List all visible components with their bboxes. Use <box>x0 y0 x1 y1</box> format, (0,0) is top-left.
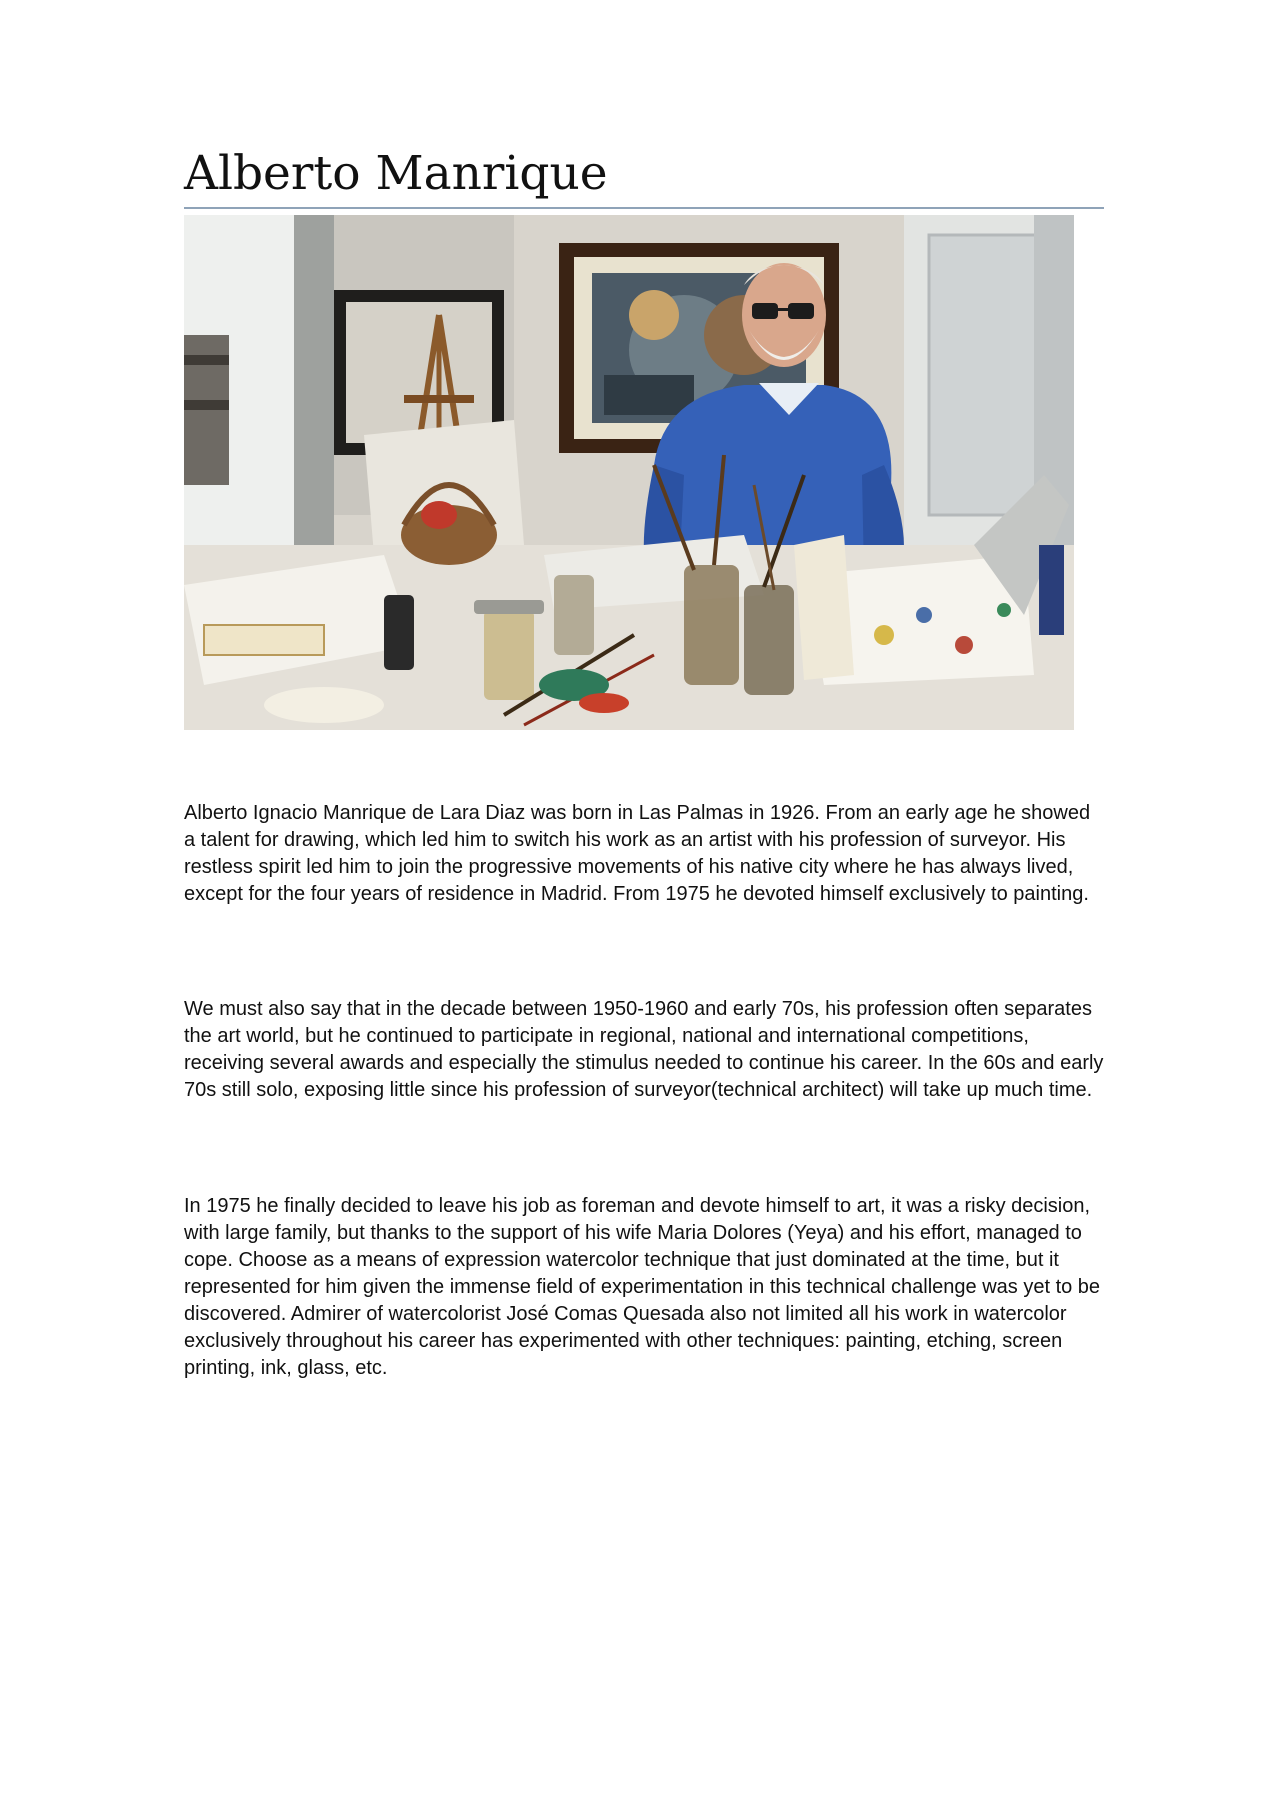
paragraph-biography: Alberto Ignacio Manrique de Lara Diaz was born in Las Palmas in 1926. From an early age he showed a talent for drawing, which led him to switch his work as an artist with his profession of surveyor. His restless spirit led him to join the progressive movements of his native city where he has always lived, except for the four years of residence in Madrid. From 1975 he devoted himself exclusively to painting. <box>184 802 1091 905</box>
paragraph-watercolor: In 1975 he finally decided to leave his job as foreman and devote himself to art, it was a risky decision, with large family, but thanks to the support of his wife Maria Dolores (Yeya) and his effort, managed to cope. Choose as a means of expression watercolor technique that just dominated at the time, but it represented for him given the immense field of experimentation in this technical challenge was yet to be discovered. Admirer of watercolorist José Comas Quesada also not limited all his work in watercolor exclusively throughout his career has experimented with other techniques: painting, etching, screen printing, ink, glass, etc. <box>184 1195 1101 1379</box>
title-underline <box>184 207 1104 209</box>
artist-studio-photo <box>184 215 1074 730</box>
paragraph-career: We must also say that in the decade between 1950-1960 and early 70s, his profession often separates the art world, but he continued to participate in regional, national and international competitions, receiving several awards and especially the stimulus needed to continue his career. In the 60s and early 70s still solo, exposing little since his profession of surveyor(technical architect) will take up much time. <box>184 998 1104 1101</box>
page-title: Alberto Manrique <box>184 146 608 201</box>
